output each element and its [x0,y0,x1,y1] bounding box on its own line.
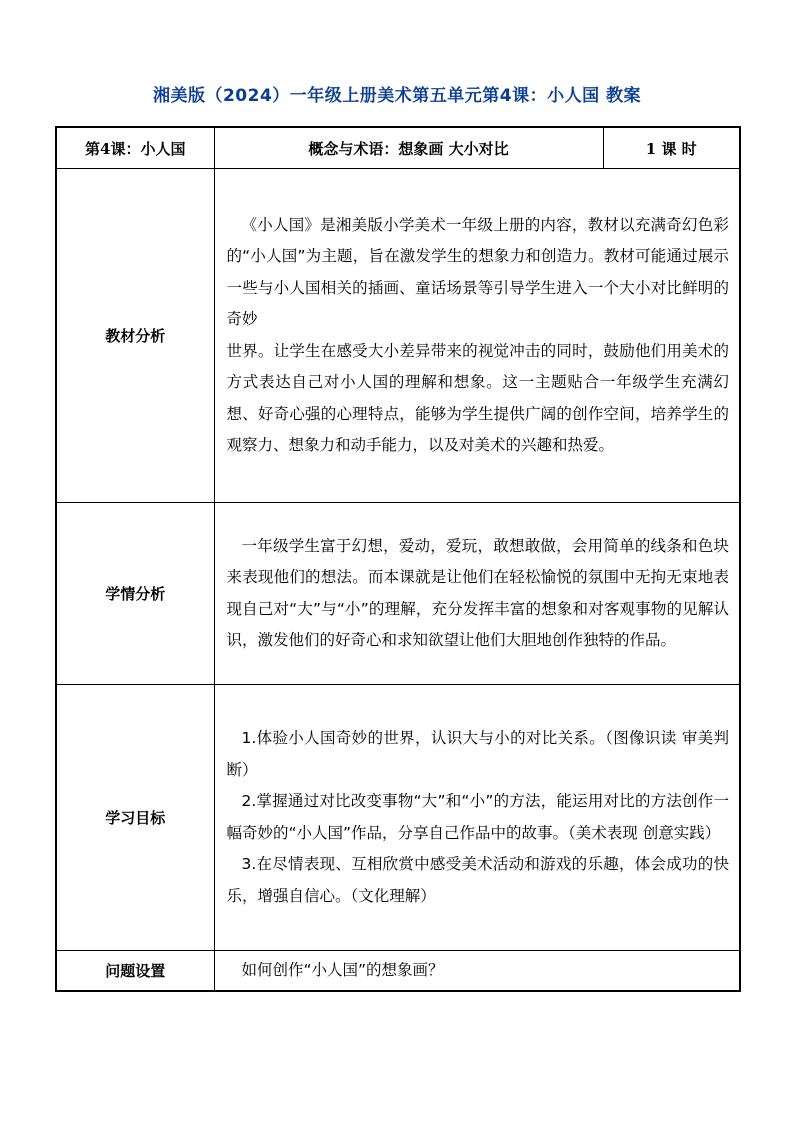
learning-goals-label: 学习目标 [56,685,214,951]
table-row-student-analysis [56,503,740,685]
textbook-analysis-content [214,169,740,503]
table-header-row [56,127,740,169]
table-row-learning-goals [56,685,740,951]
table-row-textbook-analysis [56,169,740,503]
question-setting-content [214,951,740,991]
lesson-name-cell: 第4课：小人国 [56,127,214,169]
question-setting-text: 如何创作“小人国”的想象画？ [241,960,444,979]
question-setting-label: 问题设置 [56,951,214,991]
student-analysis-paragraph-1: 一年级学生富于幻想，爱动，爱玩，敢想敢做，会用简单的线条和色块来表现他们的想法。而本课就是让他们在轻松愉悦的氛围中无拘无束地表现自己对“大”与“小”的理解，充分发挥丰富的想象和对客观事物的见解认识，激发他们的好奇心和求知欲望让他们大胆地创作独特的作品。 [226,536,729,649]
student-analysis-content [214,503,740,685]
concepts-cell: 概念与术语：想象画 大小对比 [214,127,603,169]
class-hours-cell: 1 课 时 [603,127,740,169]
learning-goal-3: 3.在尽情表现、互相欣赏中感受美术活动和游戏的乐趣，体会成功的快乐，增强自信心。（文化理解） [226,855,729,905]
textbook-analysis-paragraph-1: 《小人国》是湘美版小学美术一年级上册的内容，教材以充满奇幻色彩的“小人国”为主题，旨在激发学生的想象力和创造力。教材可能通过展示一些与小人国相关的插画、童话场景等引导学生进入一个大小对比鲜明的奇妙 [226,215,729,328]
student-analysis-label: 学情分析 [56,503,214,685]
table-row-question-setting [56,951,740,991]
learning-goal-1: 1.体验小人国奇妙的世界，认识大与小的对比关系。（图像识读 审美判断） [226,729,729,779]
textbook-analysis-paragraph-2: 世界。让学生在感受大小差异带来的视觉冲击的同时，鼓励他们用美术的方式表达自己对小人国的理解和想象。这一主题贴合一年级学生充满幻想、好奇心强的心理特点，能够为学生提供广阔的创作空间，培养学生的观察力、想象力和动手能力，以及对美术的兴趣和热爱。 [226,341,729,454]
document-title: 湘美版（2024）一年级上册美术第五单元第4课：小人国 教案 [152,86,642,106]
textbook-analysis-label: 教材分析 [56,169,214,503]
lesson-plan-table [55,126,741,992]
learning-goals-content [214,685,740,951]
learning-goal-2: 2.掌握通过对比改变事物“大”和“小”的方法，能运用对比的方法创作一幅奇妙的“小人国”作品，分享自己作品中的故事。（美术表现 创意实践） [226,792,729,842]
